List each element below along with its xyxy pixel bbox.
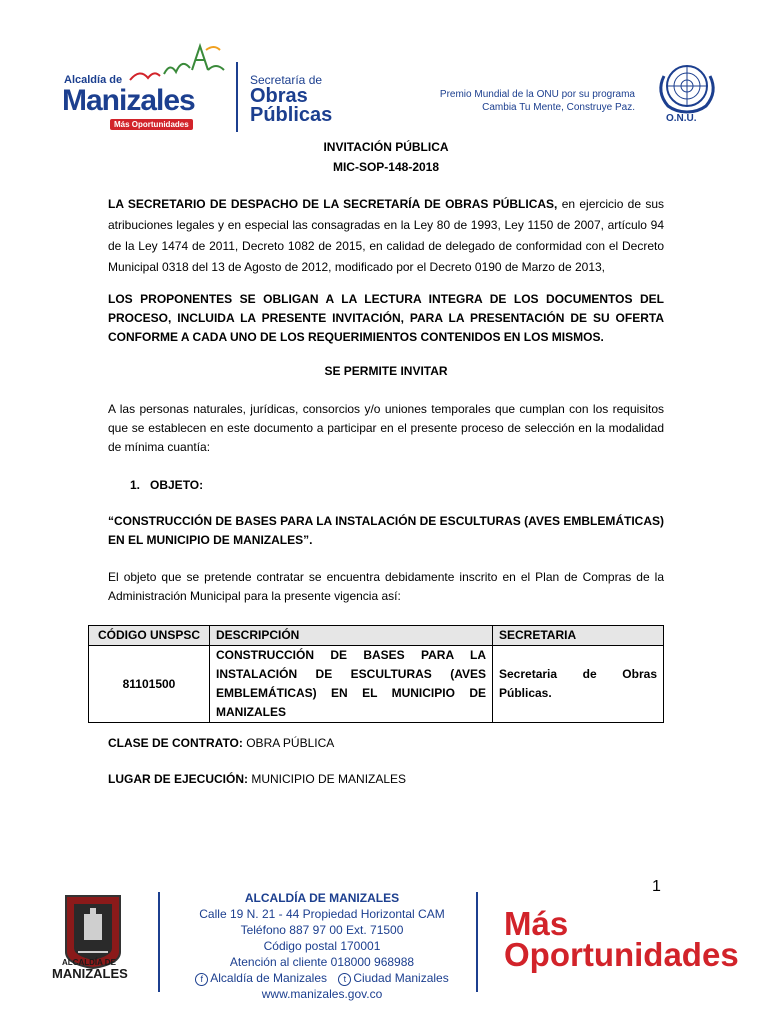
footer-social: [180, 970, 464, 986]
obras-line1: Secretaría de: [250, 73, 323, 87]
plan-paragraph: El objeto que se pretende contratar se encuentra debidamente inscrito en el Plan de Compras de la Administración Municipal para la presente vigencia así:: [108, 570, 664, 603]
footer-website[interactable]: www.manizales.gov.co: [261, 987, 383, 1001]
unspsc-table: [88, 625, 664, 723]
clase-contrato: [108, 734, 664, 753]
doc-code: MIC-SOP-148-2018: [332, 160, 440, 174]
onu-award-text: [440, 88, 635, 114]
facebook-link[interactable]: f Alcaldía de Manizales: [195, 970, 327, 986]
footer-phone: Teléfono 887 97 00 Ext. 71500: [240, 923, 404, 937]
escudo-label-top: ALCALDÍA DE: [62, 958, 116, 967]
footer-address: Calle 19 N. 21 - 44 Propiedad Horizontal CAM: [199, 907, 445, 921]
logo-birds-icon: [120, 40, 230, 90]
intro-paragraph: [108, 194, 664, 278]
twitter-icon: t: [338, 973, 351, 986]
header-divider: [236, 62, 238, 132]
onu-label: O.N.U.: [666, 113, 697, 124]
facebook-icon: f: [195, 973, 208, 986]
footer-attention: Atención al cliente 018000 968988: [229, 955, 415, 969]
doc-title: INVITACIÓN PÚBLICA: [323, 140, 449, 154]
permite-heading: SE PERMITE INVITAR: [324, 364, 448, 378]
footer-postal: Código postal 170001: [263, 939, 381, 953]
obras-line2: Obras: [250, 85, 308, 107]
mas-line2: Oportunidades: [504, 936, 739, 973]
objeto-heading: 1. OBJETO:: [130, 478, 204, 492]
lugar-ejecucion: [108, 770, 664, 789]
th-descripcion: DESCRIPCIÓN: [210, 626, 493, 646]
logo-big-text: Manizales: [62, 84, 195, 117]
twitter-link[interactable]: t Ciudad Manizales: [338, 970, 448, 986]
footer-title: ALCALDÍA DE MANIZALES: [244, 891, 400, 905]
obras-publicas-logo: [250, 74, 332, 125]
clase-label: CLASE DE CONTRATO:: [108, 736, 243, 750]
mas-line1: Más: [504, 905, 569, 942]
td-descripcion: CONSTRUCCIÓN DE BASES PARA LA INSTALACIÓN DE ESCULTURAS (AVES EMBLEMÁTICAS) EN EL MUNICIPIO DE MANIZALES: [210, 646, 493, 723]
footer-divider-right: [476, 892, 478, 992]
clase-value: OBRA PÚBLICA: [242, 736, 335, 750]
page-header: [0, 0, 770, 140]
lugar-label: LUGAR DE EJECUCIÓN:: [108, 772, 249, 786]
page-footer: [0, 880, 770, 1024]
footer-contact: [180, 890, 464, 1002]
td-secretaria: Secretaria de Obras Públicas.: [493, 646, 664, 723]
th-codigo: CÓDIGO UNSPSC: [89, 626, 210, 646]
escudo-label-bottom: MANIZALES: [52, 966, 128, 981]
lugar-value: MUNICIPIO DE MANIZALES: [248, 772, 407, 786]
td-codigo: 81101500: [89, 646, 210, 723]
warning-paragraph: LOS PROPONENTES SE OBLIGAN A LA LECTURA INTEGRA DE LOS DOCUMENTOS DEL PROCESO, INCLUIDA LA PRESENTE INVITACIÓN, PARA LA PRESENTACIÓN DE SU OFERTA CONFORME A CADA UNO DE LOS REQUERIMIENTOS CONTENIDOS EN LOS MISMOS.: [108, 292, 664, 344]
alcaldia-manizales-logo: [60, 40, 230, 132]
logo-small-text: Alcaldía de: [64, 74, 123, 86]
page-number: 1: [652, 878, 661, 895]
onu-award-line2: Cambia Tu Mente, Construye Paz.: [482, 102, 635, 113]
logo-tagline: Más Oportunidades: [110, 119, 193, 130]
mas-oportunidades-logo: [504, 905, 739, 973]
objeto-text: “CONSTRUCCIÓN DE BASES PARA LA INSTALACIÓN DE ESCULTURAS (AVES EMBLEMÁTICAS) EN EL MUNICIPIO DE MANIZALES”.: [108, 514, 664, 547]
un-emblem-icon: [652, 56, 722, 136]
intro-rest: en ejercicio de sus atribuciones legales y en especial las consagradas en la Ley 80 de 1993, Ley 1150 de 2007, artículo 94 de la Ley 1474 de 2011, Decreto 1082 de 2015, en calidad de delegado de conformidad con el Decreto Municipal 0318 del 13 de Agosto de 2012, modificado por el Decreto 0190 de Marzo de 2013,: [108, 197, 664, 274]
intro-bold: LA SECRETARIO DE DESPACHO DE LA SECRETARÍA DE OBRAS PÚBLICAS,: [108, 197, 558, 211]
table-row: [89, 646, 664, 723]
onu-award-line1: Premio Mundial de la ONU por su programa: [439, 89, 635, 100]
obras-line3: Públicas: [250, 104, 333, 126]
th-secretaria: SECRETARIA: [493, 626, 664, 646]
footer-divider-left: [158, 892, 160, 992]
table-header-row: [89, 626, 664, 646]
invite-paragraph: A las personas naturales, jurídicas, consorcios y/o uniones temporales que cumplan con los requisitos que se establecen en este documento a participar en el presente proceso de selección en la modalidad de mínima cuantía:: [108, 402, 664, 454]
